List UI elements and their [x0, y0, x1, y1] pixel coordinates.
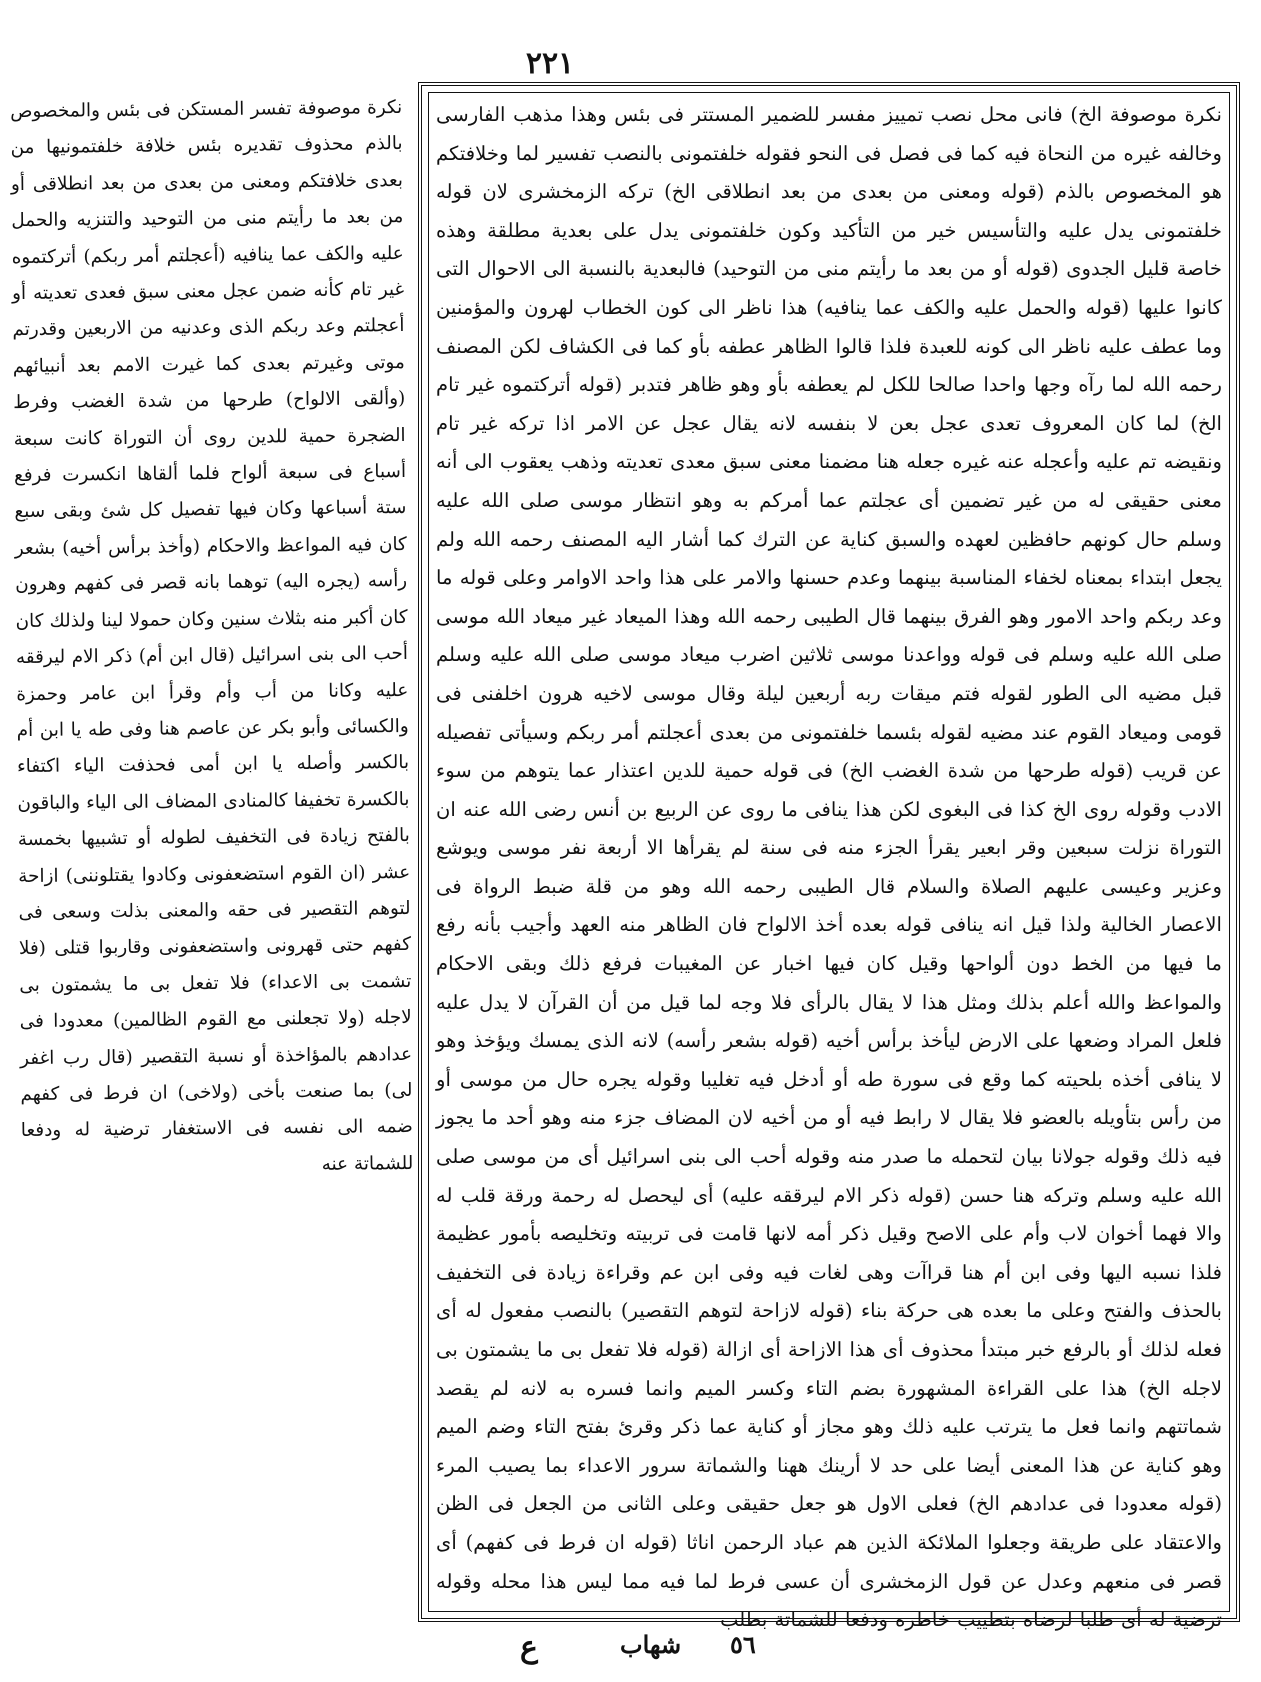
main-commentary-text	[436, 96, 1222, 1640]
footer-volume-letter: ع	[520, 1630, 538, 1665]
main-text-frame	[418, 82, 1240, 1632]
page-footer	[500, 1630, 1020, 1670]
margin-text: نكرة موصوفة تفسر المستكن فى بئس والمخصوص بالذم محذوف تقديره بئس خلافة خلفتمونيها من بعدى خلافتكم ومعنى من بعدى من بعد انطلاقى أو من بعد ما رأيتم منى من التوحيد والتنزيه والحمل عليه والكف عما ينافيه (أعجلتم أمر ربكم) أتركتموه غير تام كأنه ضمن عجل معنى سبق فعدى تعديته أو أعجلتم وعد ربكم الذى وعدنيه من الاربعين وقدرتم موتى وغيرتم بعدى كما غيرت الامم بعد أنبيائهم (وألقى الالواح) طرحها من شدة الغضب وفرط الضجرة حمية للدين روى أن التوراة كانت سبعة أسباع فى سبعة ألواح فلما ألقاها انكسرت فرفع ستة أسباعها وكان فيها تفصيل كل شئ وبقى سبع كان فيه المواعظ والاحكام (وأخذ برأس أخيه) بشعر رأسه (يجره اليه) توهما بانه قصر فى كفهم وهرون كان أكبر منه بثلاث سنين وكان حمولا لينا ولذلك كان أحب الى بنى اسرائيل (قال ابن أم) ذكر الام ليرققه عليه وكانا من أب وأم وقرأ ابن عامر وحمزة والكسائى وأبو بكر عن عاصم هنا وفى طه يا ابن أم بالكسر وأصله يا ابن أمى فحذفت الياء اكتفاء بالكسرة تخفيفا كالمنادى المضاف الى الياء والباقون بالفتح زيادة فى التخفيف لطوله أو تشبيها بخمسة عشر (ان القوم استضعفونى وكادوا يقتلوننى) ازاحة لتوهم التقصير فى حقه والمعنى بذلت وسعى فى كفهم حتى قهرونى واستضعفونى وقاربوا قتلى (فلا تشمت بى الاعداء) فلا تفعل بى ما يشمتون بى لاجله (ولا تجعلنى مع القوم الظالمين) معدودا فى عدادهم بالمؤاخذة أو نسبة التقصير (قال رب اغفر لى) بما صنعت بأخى (ولاخى) ان فرط فى كفهم ضمه الى نفسه فى الاستغفار ترضية له ودفعا للشماتة عنه	[10, 96, 414, 1175]
footer-book-word: شهاب	[620, 1630, 682, 1659]
main-text-body: نكرة موصوفة الخ) فانى محل نصب تمييز مفسر للضمير المستتر فى بئس وهذا مذهب الفارسى وخالفه غيره من النحاة فيه كما فى فصل فى النحو فقوله خلفتمونى بالنصب تفسير لما وخلافتكم هو المخصوص بالذم (قوله ومعنى من بعدى من بعد انطلاقى الخ) تركه الزمخشرى لان قوله خلفتمونى يدل عليه والتأسيس خير من التأكيد وكون خلفتمونى يدل على بعدية مطلقة وهذه خاصة قليل الجدوى (قوله أو من بعد ما رأيتم منى من التوحيد) فالبعدية بالنسبة الى الاحوال التى كانوا عليها (قوله والحمل عليه والكف عما ينافيه) هذا ناظر الى كون الخطاب لهرون والمؤمنين وما عطف عليه ناظر الى كونه للعبدة فلذا قالوا الظاهر عطفه بأو كما فى الكشاف لكن المصنف رحمه الله لما رآه وجها واحدا صالحا للكل لم يعطفه بأو وهو ظاهر فتدبر (قوله أتركتموه غير تام الخ) لما كان المعروف تعدى عجل بعن لا بنفسه لانه يقال عجل عن الامر اذا تركه غير تام ونقيضه تم عليه وأعجله عنه غيره جعله هنا مضمنا معنى سبق معدى تعديته وذهب يعقوب الى أنه معنى حقيقى له من غير تضمين أى عجلتم عما أمركم به وهو انتظار موسى صلى الله عليه وسلم حال كونهم حافظين لعهده والسبق كناية عن الترك كما أشار اليه المصنف رحمه الله ولم يجعل ابتداء بمعناه لخفاء المناسبة بينهما وعدم حسنها والامر على هذا واحد الاوامر وعلى قوله ما وعد ربكم واحد الامور وهو الفرق بينهما قال الطيبى رحمه الله وهذا الميعاد غير ميعاد الله موسى صلى الله عليه وسلم فى قوله وواعدنا موسى ثلاثين اضرب ميعاد موسى صلى الله عليه وسلم قبل مضيه الى الطور لقوله فتم ميقات ربه أربعين ليلة وقال موسى لاخيه هرون اخلفنى فى قومى وميعاد القوم عند مضيه لقوله بئسما خلفتمونى من بعدى أعجلتم أمر ربكم وسيأتى تفصيله عن قريب (قوله طرحها من شدة الغضب الخ) فى قوله حمية للدين اعتذار عما يتوهم من سوء الادب وقوله روى الخ كذا فى البغوى لكن هذا ينافى ما روى عن الربيع بن أنس رضى الله عنه ان التوراة نزلت سبعين وقر ابعير يقرأ الجزء منه فى سنة لم يقرأها الا أربعة نفر موسى ويوشع وعزير وعيسى عليهم الصلاة والسلام قال الطيبى رحمه الله وهو من قلة ضبط الرواة فى الاعصار الخالية ولذا قيل انه ينافى قوله بعده أخذ الالواح فان الظاهر منه العهد وأجيب بأنه رفع ما فيها من الخط دون ألواحها وقيل كان فيها اخبار عن المغيبات فرفع ذلك وبقى الاحكام والمواعظ والله أعلم بذلك ومثل هذا لا يقال بالرأى فلا وجه لما قيل من أن القرآن لا يدل عليه فلعل المراد وضعها على الارض ليأخذ برأس أخيه (قوله بشعر رأسه) لانه الذى يمسك ويؤخذ وهو لا ينافى أخذه بلحيته كما وقع فى سورة طه أو أدخل فيه تغليبا وقوله يجره حال من موسى أو من رأس بتأويله بالعضو فلا يقال لا رابط فيه أو من أخيه لان المضاف جزء منه وهو أحد ما يجوز فيه ذلك وقوله جولانا بيان لتحمله ما صدر منه وقوله أحب الى بنى اسرائيل أى من موسى صلى الله عليه وسلم وتركه هنا حسن (قوله ذكر الام ليرققه عليه) أى ليحصل له رحمة ورقة قلب له والا فهما أخوان لاب وأم على الاصح وقيل ذكر أمه لانها قامت فى تربيته وتخليصه بأمور عظيمة فلذا نسبه اليها وفى ابن أم هنا قراآت وهى لغات فيه وفى ابن عم وقراءة زيادة فى التخفيف بالحذف والفتح وعلى ما بعده هى حركة بناء (قوله لازاحة لتوهم التقصير) بالنصب مفعول له أى فعله لذلك أو بالرفع خبر مبتدأ محذوف أى هذا الازاحة أى ازالة (قوله فلا تفعل بى ما يشمتون بى لاجله الخ) هذا على القراءة المشهورة بضم التاء وكسر الميم وانما فسره به لانه لم يقصد شماتتهم وانما فعل ما يترتب عليه ذلك وهو مجاز أو كناية عما ذكر وقرئ بفتح التاء وضم الميم وهو كناية عن هذا المعنى أيضا على حد لا أرينك ههنا والشماتة سرور الاعداء بما يصيب المرء (قوله معدودا فى عدادهم الخ) فعلى الاول هو جعل حقيقى وعلى الثانى من الجعل فى الظن والاعتقاد على طريقة وجعلوا الملائكة الذين هم عباد الرحمن اناثا (قوله ان فرط فى كفهم) أى قصر فى منعهم وعدل عن قول الزمخشرى أن عسى فرط لما فيه مما ليس هذا محله وقوله ترضية له أى طلبا لرضاه بتطييب خاطره ودفعا للشماتة بطلب	[436, 103, 1222, 1632]
footer-signature-number: ٥٦	[730, 1630, 756, 1659]
margin-commentary-column	[10, 90, 418, 1654]
page-number: ٢٢١	[525, 46, 575, 81]
